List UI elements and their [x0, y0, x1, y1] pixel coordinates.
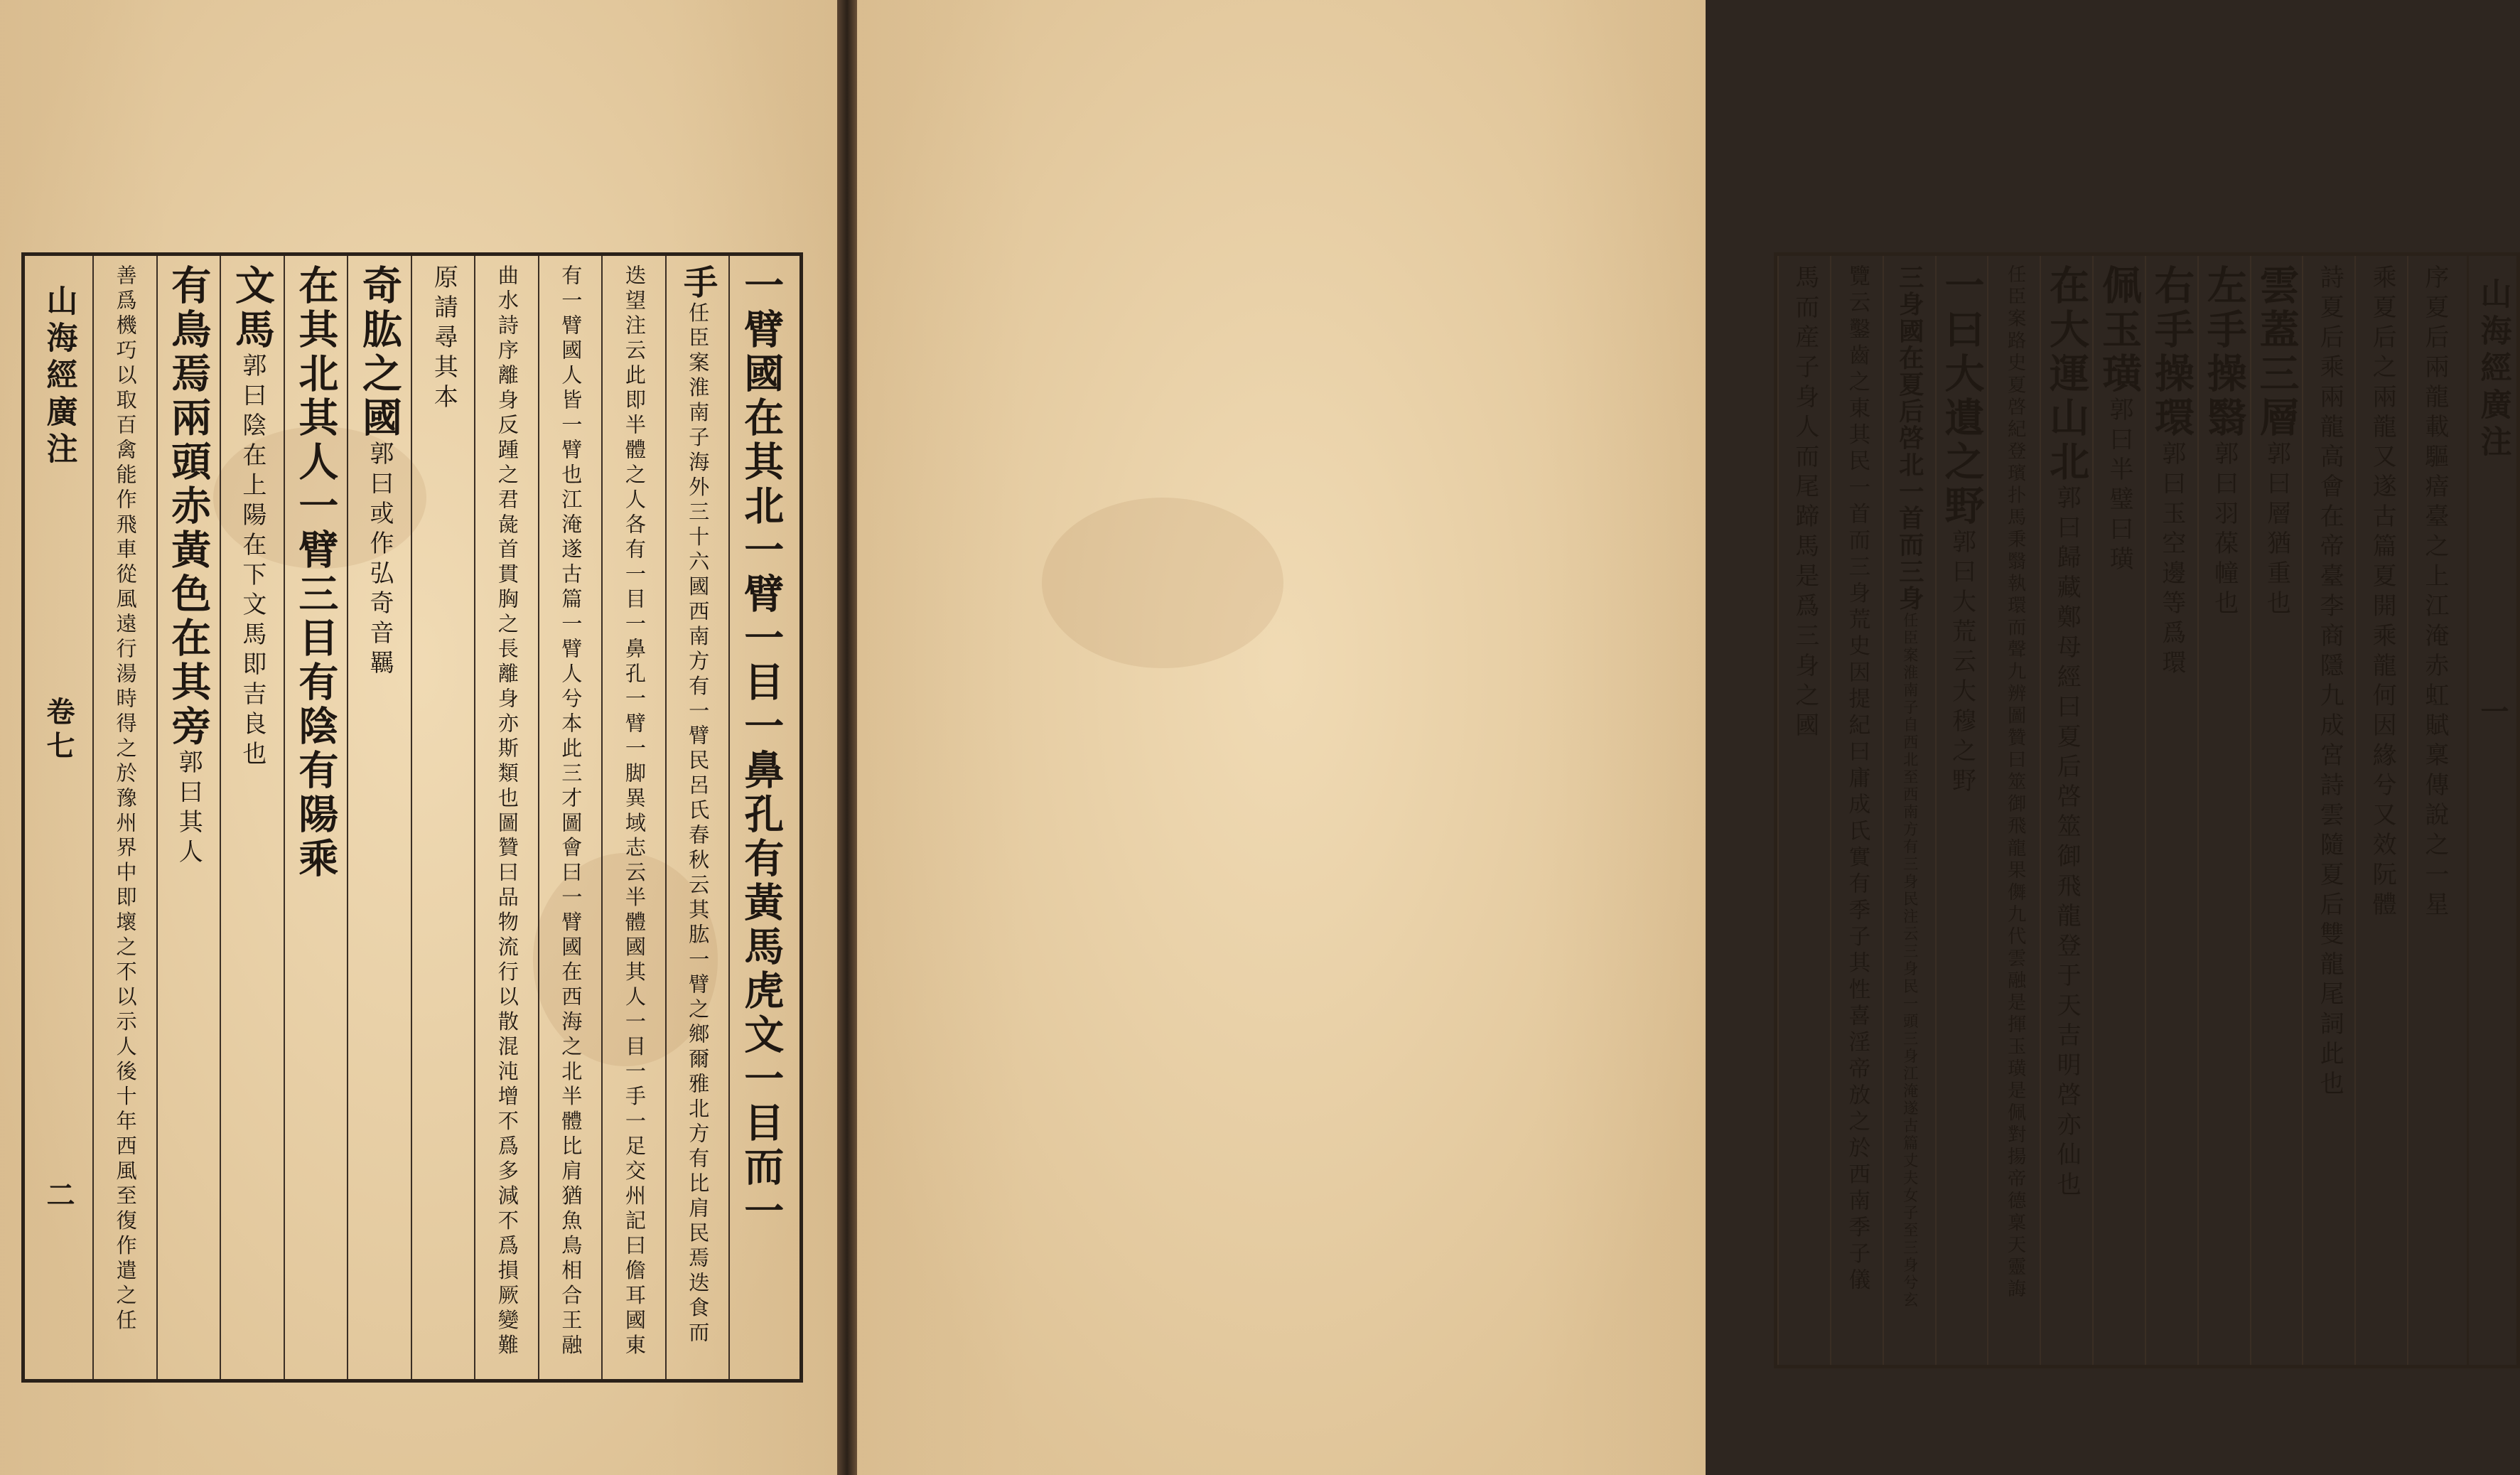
- commentary-text: 覽云鑿齒之東其民一首而三身荒史因提紀曰庸成氏實有季子其性喜淫帝放之於西南季子儀: [1844, 264, 1870, 1295]
- text-column: [728, 256, 792, 1379]
- main-text: 在其北其人一臂三目有陰有陽乘: [292, 264, 340, 881]
- commentary-text: 任臣案路史夏啓紀登璸扑馬秉翳執環而聲九辨圖贊曰筮御飛龍果儛九代雲融是揮玉璜是佩對揚帝德稟天靈誨: [2004, 264, 2026, 1302]
- column-text: [2368, 264, 2397, 921]
- column-text: [2317, 264, 2342, 1100]
- text-column: [2354, 256, 2407, 1365]
- commentary-text: 乘夏后之兩龍又遂古篇夏開乘龍何因緣兮又效阮體: [2368, 264, 2397, 921]
- commentary-text: 郭曰歸藏鄭母經曰夏后啓筮御飛龍登于天吉明啓亦仙也: [2052, 485, 2082, 1201]
- column-text: [738, 264, 785, 1234]
- column-text: [559, 264, 581, 1358]
- commentary-text: 郭曰半璧曰璜: [2104, 397, 2133, 576]
- commentary-text: 郭曰玉空邊等爲環: [2157, 441, 2186, 680]
- left-juan-label: 卷七: [42, 697, 75, 765]
- commentary-text: 郭曰其人: [174, 749, 203, 869]
- text-column: [665, 256, 729, 1379]
- main-text: 在大運山北: [2043, 264, 2091, 485]
- column-text: [2004, 264, 2024, 1301]
- text-column: [2092, 256, 2145, 1365]
- column-text: [2095, 264, 2143, 576]
- commentary-text: 任臣案淮南子海外三十六國西南方有一臂民呂氏春秋云其肱一臂之鄉爾雅北方有比肩民焉迭食而: [685, 301, 710, 1346]
- commentary-text: 詩夏后乘兩龍高會在帝臺李商隱九成宮詩雲隨夏后雙龍尾詞此也: [2315, 264, 2344, 1100]
- left-page: [0, 0, 837, 1475]
- main-text: 三身國在夏后啓北一首而三身: [1895, 264, 1924, 612]
- column-text: [623, 264, 645, 1358]
- column-text: [1846, 264, 1868, 1294]
- text-column: [347, 256, 411, 1379]
- text-column: [411, 256, 475, 1379]
- main-text: 右手操環: [2148, 264, 2195, 441]
- column-text: [165, 264, 212, 869]
- commentary-text: 任臣案淮南子自西北至西南方有三身民注云三身民一頭三身江淹遂古篇丈夫女子至三身兮玄: [1900, 612, 1919, 1309]
- column-text: [2421, 264, 2447, 921]
- commentary-text: 馬而産子身人而尾蹄馬是爲三身之國: [1790, 264, 1819, 742]
- column-text: [431, 264, 456, 414]
- main-text: 手: [677, 264, 718, 302]
- column-text: [677, 264, 718, 1346]
- left-text-frame: [21, 252, 803, 1383]
- commentary-text: 郭曰大荒云大穆之野: [1947, 529, 1976, 798]
- column-text: [228, 264, 276, 771]
- main-text: 奇肱之國: [355, 264, 403, 441]
- column-text: [2043, 264, 2091, 1201]
- text-column: [284, 256, 348, 1379]
- commentary-text: 原請尋其本: [429, 264, 458, 414]
- commentary-text: 郭曰羽葆幢也: [2209, 441, 2239, 620]
- commentary-text: 郭曰或作弘奇音羈: [365, 441, 394, 680]
- text-column: [1935, 256, 1988, 1365]
- left-margin-column: [25, 256, 92, 1379]
- column-text: [292, 264, 340, 881]
- commentary-text: 曲水詩序離身反踵之君彘首貫胸之長離身亦斯類也圖贊曰品物流行以散混沌增不爲多減不爲損厥變難: [495, 264, 519, 1359]
- column-text: [114, 264, 136, 1334]
- commentary-text: 善爲機巧以取百禽能作飛車從風遠行湯時得之於豫州界中即壞之不以示人後十年西風至復作遣之任: [113, 264, 138, 1334]
- column-text: [2253, 264, 2300, 620]
- text-column: [92, 256, 156, 1379]
- main-text: 左手操翳: [2200, 264, 2248, 441]
- main-text: 文馬: [228, 264, 276, 353]
- commentary-text: 郭曰層猶重也: [2262, 441, 2291, 620]
- commentary-text: 有一臂國人皆一臂也江淹遂古篇一臂人兮本此三才圖會曰一臂國在西海之北半體比肩猶魚鳥相合王融: [558, 264, 583, 1359]
- text-column: [1883, 256, 1935, 1365]
- book-gutter: [837, 0, 857, 1475]
- paper-stain: [1042, 498, 1283, 668]
- text-column: [2040, 256, 2092, 1365]
- right-text-frame: [1774, 252, 2520, 1368]
- text-column: [1830, 256, 1883, 1365]
- text-column: [601, 256, 665, 1379]
- commentary-text: 序夏后兩龍載驅瘖臺之上江淹赤虹賦稟傳說之一星: [2420, 264, 2449, 921]
- left-folio-number: 二: [42, 1180, 75, 1214]
- left-margin-title: 山海經廣注: [41, 284, 77, 469]
- column-text: [1792, 264, 1817, 742]
- main-text: 佩玉璜: [2095, 264, 2143, 397]
- text-column: [2250, 256, 2303, 1365]
- column-text: [355, 264, 403, 680]
- main-text: 一臂國在其北一臂一目一鼻孔有黃馬虎文一目而一: [738, 264, 785, 1234]
- text-column: [1987, 256, 2040, 1365]
- text-column: [1777, 256, 1830, 1365]
- text-column: [474, 256, 538, 1379]
- text-column: [2407, 256, 2460, 1365]
- commentary-text: 迭望注云此即半體之人各有一目一鼻孔一臂一脚異域志云半體國其人一目一手一足交州記曰儋耳國東: [622, 264, 647, 1359]
- right-folio-number: 一: [2476, 697, 2509, 731]
- text-column: [156, 256, 220, 1379]
- right-page: [857, 0, 2511, 1475]
- text-column: [538, 256, 602, 1379]
- main-text: 雲蓋三層: [2253, 264, 2300, 441]
- commentary-text: 郭曰陰在上陽在下文馬即吉良也: [237, 353, 266, 771]
- right-margin-title: 山海經廣注: [2475, 277, 2511, 462]
- main-text: 有鳥焉兩頭赤黃色在其旁: [165, 264, 212, 749]
- text-column: [220, 256, 284, 1379]
- right-margin-column: [2467, 256, 2516, 1365]
- main-text: 一曰大遺之野: [1938, 264, 1986, 529]
- text-column: [2145, 256, 2197, 1365]
- column-text: [1897, 264, 1922, 1309]
- text-column: [2197, 256, 2250, 1365]
- column-text: [496, 264, 518, 1358]
- column-text: [2200, 264, 2248, 620]
- text-column: [2302, 256, 2354, 1365]
- column-text: [1938, 264, 1986, 798]
- column-text: [2148, 264, 2195, 680]
